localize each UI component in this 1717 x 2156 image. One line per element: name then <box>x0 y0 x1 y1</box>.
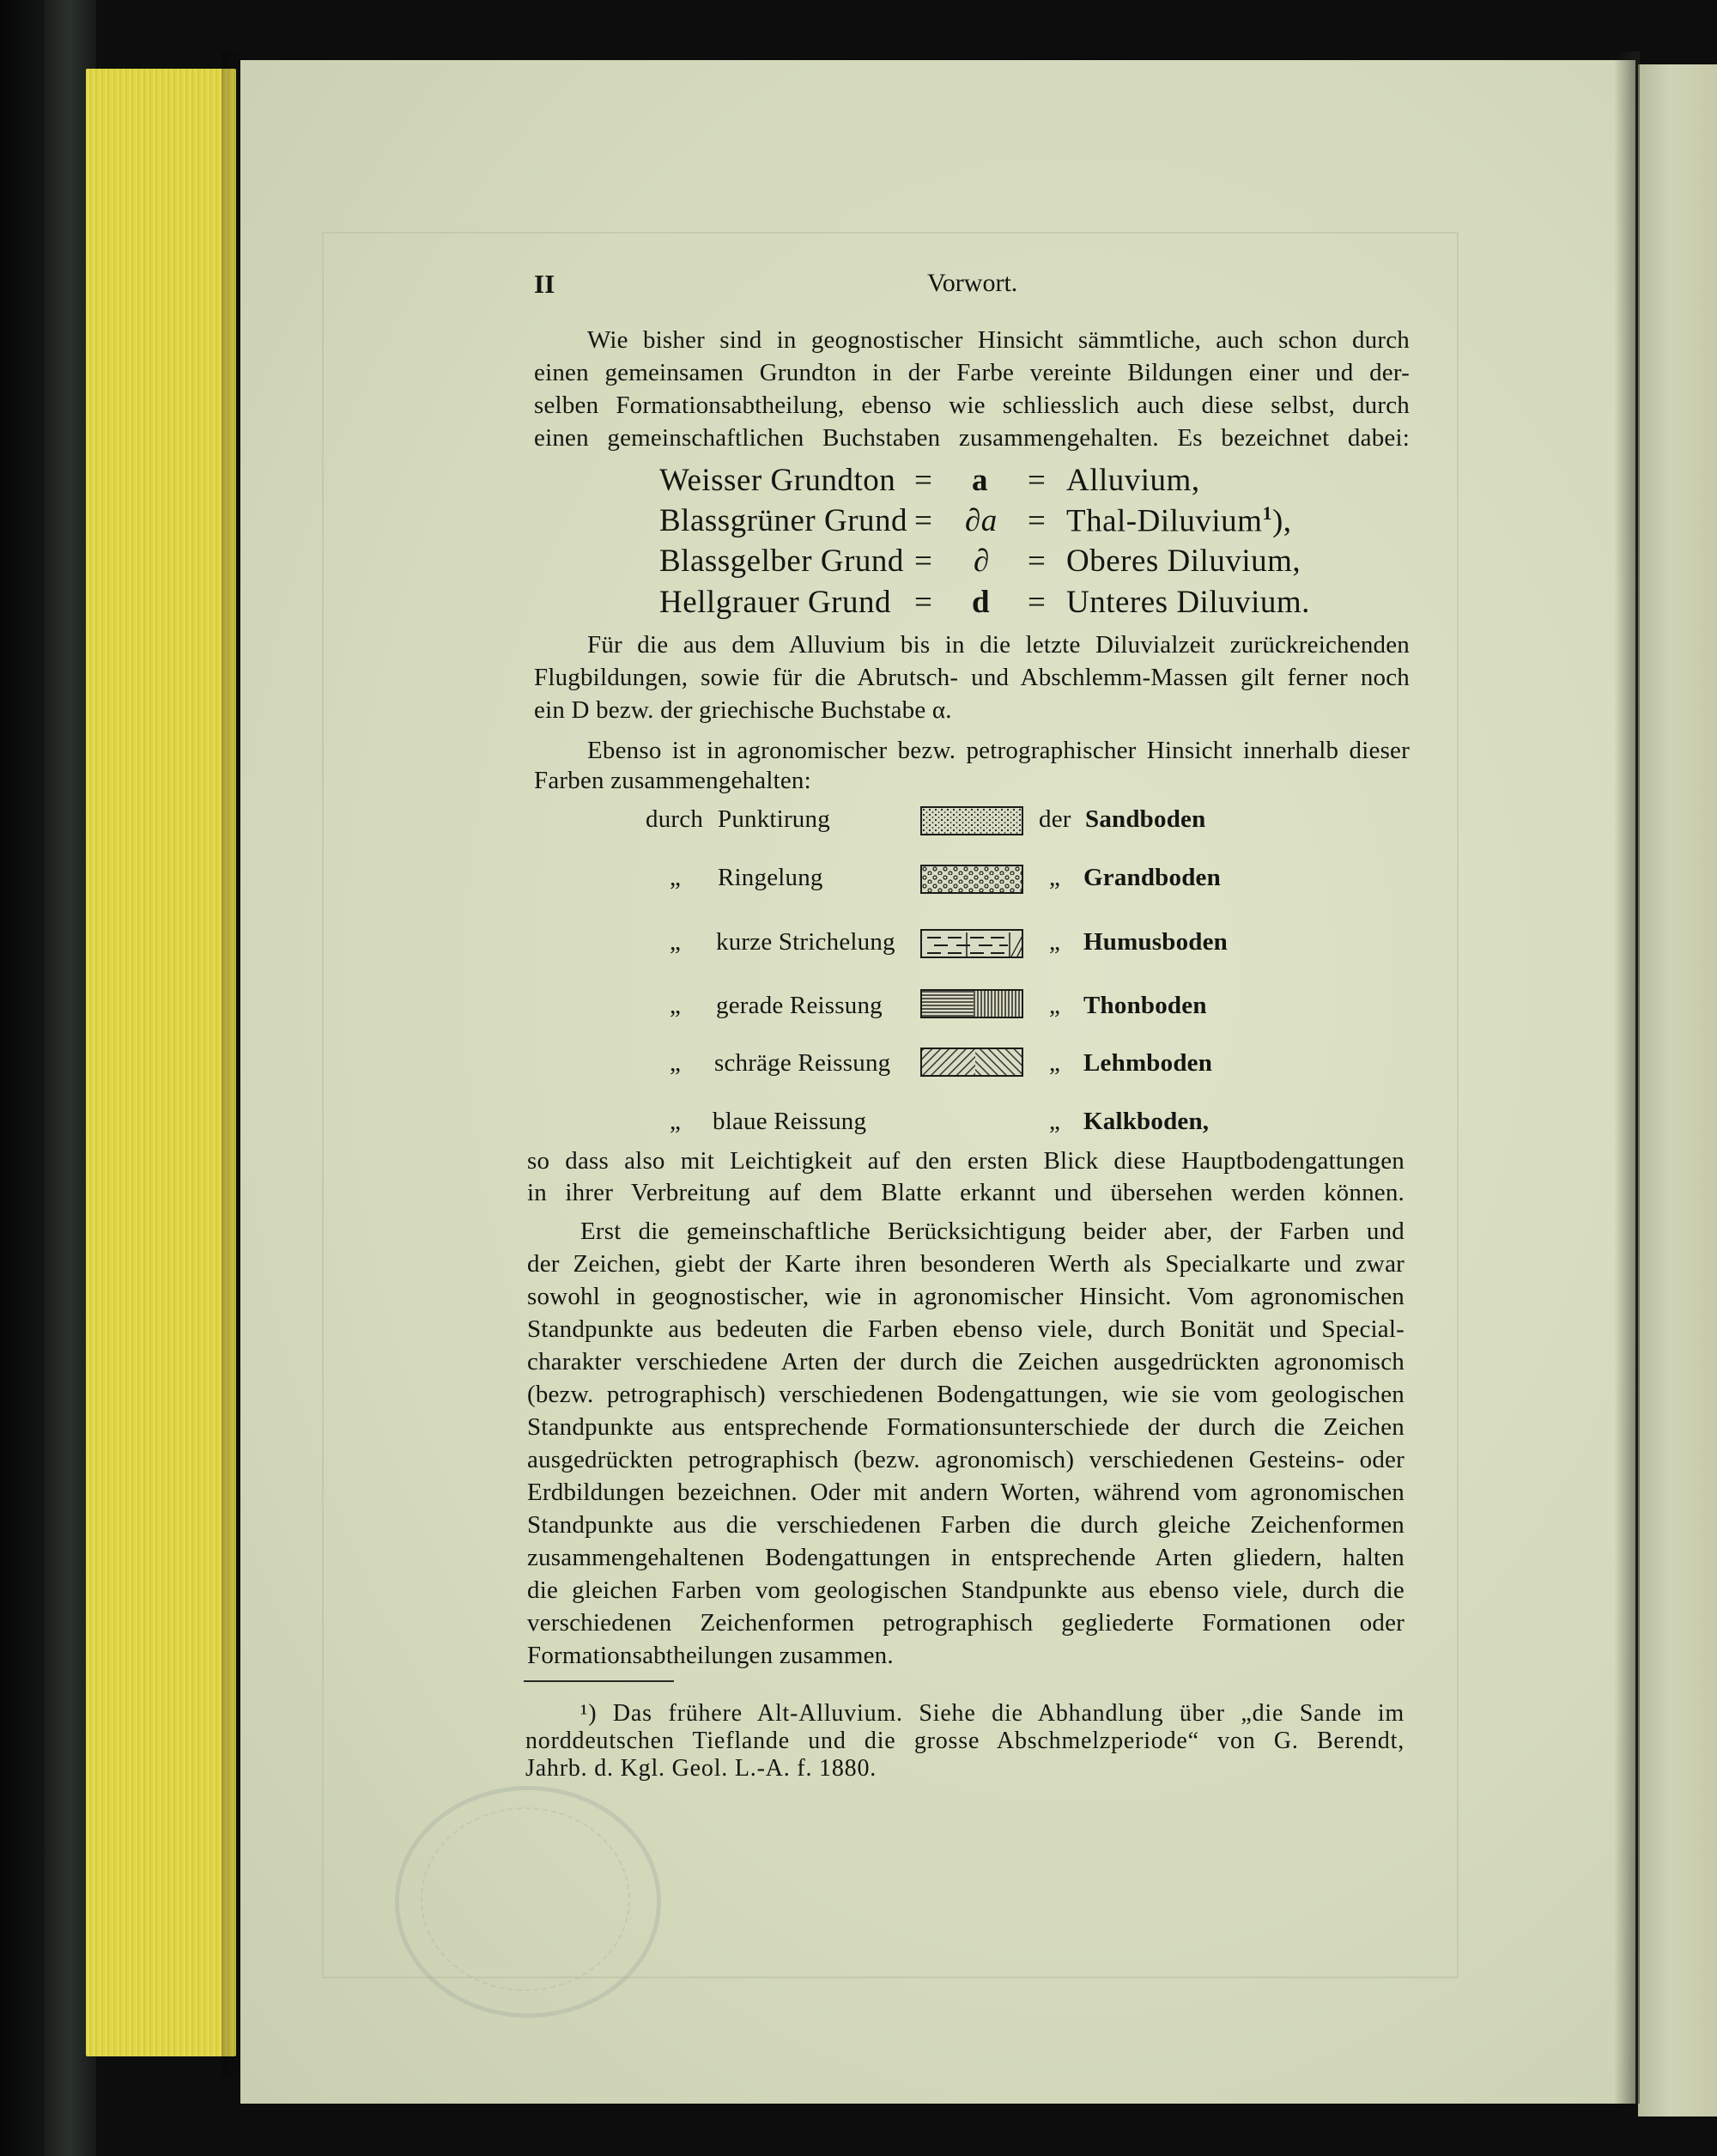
formula-equals-3a: = <box>914 544 933 579</box>
formula-equals-4b: = <box>1028 585 1047 620</box>
para5-line-6: (bezw. petrographisch) verschiedenen Bodengattungen, wie sie vom geologischen <box>527 1381 1405 1408</box>
dashes-pattern-icon <box>922 931 1023 958</box>
footnote-marker: 1 <box>1262 502 1272 524</box>
legend-soil-1: Sandboden <box>1085 805 1206 833</box>
formula-left-1: Weisser Grundton <box>659 463 896 498</box>
footnote-line-3: Jahrb. d. Kgl. Geol. L.-A. f. 1880. <box>525 1755 877 1782</box>
formula-equals-1a: = <box>914 463 933 498</box>
legend-method-6: blaue Reissung <box>713 1108 867 1135</box>
para4-line-1: so dass also mit Leichtigkeit auf den ersten Blick diese Hauptbodengattungen <box>527 1147 1405 1175</box>
formula-equals-1b: = <box>1028 463 1047 498</box>
diagonal-lines-pattern-icon <box>922 1049 1023 1077</box>
para5-line-5: charakter verschiedene Arten der durch die Zeichen ausgedrückten agronomisch <box>527 1348 1405 1376</box>
legend-method-4: gerade Reissung <box>716 992 883 1019</box>
para5-line-8: ausgedrückten petrographisch (bezw. agronomisch) verschiedenen Gesteins- oder <box>527 1446 1405 1473</box>
formula-left-3: Blassgelber Grund <box>659 544 904 579</box>
pattern-dashes-swatch <box>920 929 1023 958</box>
library-stamp-inner <box>421 1807 630 1991</box>
pattern-diagonal-swatch <box>920 1048 1023 1077</box>
para5-line-10: Standpunkte aus die verschiedenen Farben die durch gleiche Zeichenformen <box>527 1511 1405 1539</box>
legend-ditto-5: „ <box>1049 1049 1061 1077</box>
page-number: II <box>534 269 555 299</box>
legend-prefix-4: „ <box>670 992 682 1019</box>
formula-sign-4: d <box>972 585 991 620</box>
legend-ditto-6: „ <box>1049 1108 1061 1135</box>
formula-sign-2: ∂a <box>965 503 998 538</box>
intro-line-2: einen gemeinsamen Grundton in der Farbe vereinte Bildungen einer und der- <box>534 359 1410 386</box>
formula-sign-1: a <box>972 463 988 498</box>
straight-lines-pattern-icon <box>922 991 1023 1018</box>
page-block-edge <box>86 69 236 2056</box>
legend-method-2: Ringelung <box>718 864 823 891</box>
running-title: Vorwort. <box>927 269 1018 297</box>
para2-line-1: Für die aus dem Alluvium bis in die letzte Diluvialzeit zurückreichenden <box>587 631 1410 659</box>
legend-method-1: Punktirung <box>718 805 830 833</box>
para5-line-14: Formationsabtheilungen zusammen. <box>527 1642 894 1669</box>
para4-line-2: in ihrer Verbreitung auf dem Blatte erkannt und übersehen werden können. <box>527 1179 1405 1206</box>
formula-sign-3: ∂ <box>974 544 990 579</box>
legend-prefix-3: „ <box>670 928 682 956</box>
formula-left-2: Blassgrüner Grund <box>659 503 908 538</box>
pattern-dots-swatch <box>920 806 1023 835</box>
para5-line-11: zusammengehaltenen Bodengattungen in entsprechende Arten gliedern, halten <box>527 1544 1405 1571</box>
formula-equals-2a: = <box>914 503 933 538</box>
legend-prefix-6: „ <box>670 1108 682 1135</box>
legend-prefix-1: durch <box>646 805 704 833</box>
para3-line-2: Farben zusammengehalten: <box>534 767 811 794</box>
footnote-rule <box>524 1680 674 1682</box>
legend-soil-2: Grandboden <box>1083 864 1221 891</box>
formula-equals-4a: = <box>914 585 933 620</box>
formula-equals-2b: = <box>1028 503 1047 538</box>
intro-line-4: einen gemeinschaftlichen Buchstaben zusammengehalten. Es bezeichnet dabei: <box>534 424 1410 452</box>
para5-line-4: Standpunkte aus bedeuten die Farben ebenso viele, durch Bonität und Special- <box>527 1315 1405 1343</box>
para5-line-3: sowohl in geognostischer, wie in agronomischer Hinsicht. Vom agronomischen <box>527 1283 1405 1310</box>
legend-ditto-4: „ <box>1049 992 1061 1019</box>
footnote-line-1: ¹) Das frühere Alt-Alluvium. Siehe die Abhandlung über „die Sande im <box>580 1700 1405 1727</box>
para5-line-2: der Zeichen, giebt der Karte ihren besonderen Werth als Specialkarte und zwar <box>527 1250 1405 1278</box>
formula-right-3: Oberes Diluvium, <box>1066 544 1301 579</box>
intro-line-1: Wie bisher sind in geognostischer Hinsicht sämmtliche, auch schon durch <box>587 326 1410 354</box>
pattern-rings-swatch <box>920 865 1023 894</box>
para5-line-1: Erst die gemeinschaftliche Berücksichtigung beider aber, der Farben und <box>580 1218 1405 1245</box>
formula-right-2 <box>1066 502 1292 539</box>
para2-line-3: ein D bezw. der griechische Buchstabe α. <box>534 696 952 724</box>
rings-pattern-icon <box>922 866 1023 894</box>
pattern-lines-swatch <box>920 989 1023 1018</box>
legend-ditto-2: „ <box>1049 864 1061 891</box>
legend-soil-5: Lehmboden <box>1083 1049 1213 1077</box>
legend-ditto-3: „ <box>1049 928 1061 956</box>
gutter-shadow <box>1614 52 1640 2104</box>
intro-line-3: selben Formationsabtheilung, ebenso wie schliesslich auch diese selbst, durch <box>534 392 1410 419</box>
formula-right-2-text: Thal-Diluvium <box>1066 503 1263 539</box>
formula-right-2-close: ), <box>1271 503 1292 539</box>
para5-line-13: verschiedenen Zeichenformen petrographisch gegliederte Formationen oder <box>527 1609 1405 1637</box>
para5-line-7: Standpunkte aus entsprechende Formationsunterschiede der durch die Zeichen <box>527 1413 1405 1441</box>
para2-line-2: Flugbildungen, sowie für die Abrutsch- und Abschlemm-Massen gilt ferner noch <box>534 664 1410 691</box>
footnote-line-2: norddeutschen Tieflande und die grosse Abschmelzperiode“ von G. Berendt, <box>525 1728 1405 1754</box>
formula-equals-3b: = <box>1028 544 1047 579</box>
dots-pattern-icon <box>922 808 1023 835</box>
formula-left-4: Hellgrauer Grund <box>659 585 891 620</box>
legend-soil-6: Kalkboden, <box>1083 1108 1210 1135</box>
legend-soil-3: Humusboden <box>1083 928 1229 956</box>
legend-method-3: kurze Strichelung <box>716 928 895 956</box>
legend-prefix-2: „ <box>670 864 682 891</box>
para5-line-12: die gleichen Farben vom geologischen Standpunkte aus ebenso viele, durch die <box>527 1576 1405 1604</box>
para3-line-1: Ebenso ist in agronomischer bezw. petrographischer Hinsicht innerhalb dieser <box>587 737 1410 764</box>
legend-prefix-5: „ <box>670 1049 682 1077</box>
facing-page <box>1638 64 1717 2117</box>
formula-right-4: Unteres Diluvium. <box>1066 585 1310 620</box>
legend-ditto-1: der <box>1039 805 1071 833</box>
legend-method-5: schräge Reissung <box>714 1049 891 1077</box>
formula-right-1: Alluvium, <box>1066 463 1200 498</box>
legend-soil-4: Thonboden <box>1083 992 1207 1019</box>
para5-line-9: Erdbildungen bezeichnen. Oder mit andern Worten, während vom agronomischen <box>527 1479 1405 1506</box>
